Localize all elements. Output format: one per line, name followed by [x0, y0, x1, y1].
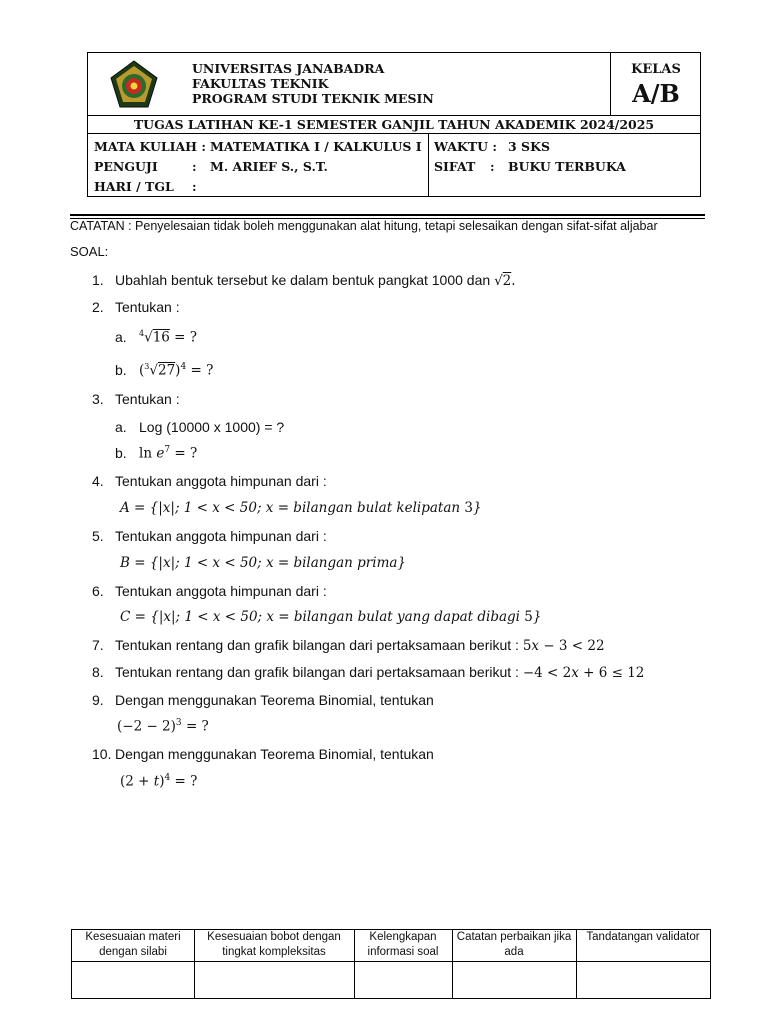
question-7-math: 5x − 3 < 22: [522, 638, 605, 654]
hari-colon: :: [192, 179, 197, 194]
question-5: 5. Tentukan anggota himpunan dari :: [92, 528, 327, 544]
question-2a-math: $^4$√16 = ?: [139, 329, 198, 346]
question-5-text: Tentukan anggota himpunan dari :: [115, 528, 327, 544]
penguji-value: M. ARIEF S., S.T.: [210, 159, 328, 174]
kelas-value: A/B: [632, 79, 680, 108]
header-table: [87, 52, 701, 197]
validation-table: [71, 929, 711, 999]
question-4-math: A = {|x|; 1 < x < 50; x = bilangan bulat kelipatan 3}: [120, 500, 482, 516]
validation-header-silabi: Kesesuaian materi dengan silabi: [85, 931, 181, 958]
question-3a-text: Log (10000 x 1000) = ?: [139, 419, 285, 435]
question-4: 4. Tentukan anggota himpunan dari :: [92, 473, 327, 489]
question-6-math: C = {|x|; 1 < x < 50; x = bilangan bulat yang dapat dibagi 5}: [120, 609, 542, 625]
question-6: 6. Tentukan anggota himpunan dari :: [92, 583, 327, 599]
question-7: 7. Tentukan rentang dan grafik bilangan dari pertaksamaan berikut : 5x − 3 < 22: [92, 637, 605, 654]
question-8-math: −4 < 2x + 6 ≤ 12: [522, 665, 645, 681]
waktu-value: 3 SKS: [508, 139, 550, 154]
question-2a: a. $^4$√16 = ?: [115, 329, 198, 346]
faculty-name: FAKULTAS TEKNIK: [192, 76, 329, 91]
question-5-math: B = {|x|; 1 < x < 50; x = bilangan prima}: [120, 555, 407, 571]
validation-header-bobot: Kesesuaian bobot dengan tingkat kompleksitas: [207, 931, 341, 958]
university-logo: [108, 59, 160, 111]
sifat-colon: :: [490, 159, 495, 174]
question-9: 9. Dengan menggunakan Teorema Binomial, tentukan: [92, 692, 434, 708]
question-1-text: Ubahlah bentuk tersebut ke dalam bentuk pangkat 1000 dan: [115, 272, 491, 288]
penguji-label: PENGUJI: [94, 159, 158, 174]
divider: [70, 214, 705, 216]
sifat-label: SIFAT: [434, 159, 476, 174]
validation-header-tandatangan: Tandatangan validator: [586, 931, 700, 943]
question-9-math: $(-2 - 2)^3$ = ?: [117, 718, 209, 735]
mata-kuliah-value: MATEMATIKA I / KALKULUS I: [210, 139, 422, 154]
university-name: UNIVERSITAS JANABADRA: [192, 61, 385, 76]
penguji-colon: :: [192, 159, 197, 174]
assignment-title: TUGAS LATIHAN KE-1 SEMESTER GANJIL TAHUN AKADEMIK 2024/2025: [133, 117, 655, 132]
question-10-math: $(2 + t)^4$ = ?: [120, 773, 198, 790]
question-2b: b. $(^3√27)^4$ = ?: [115, 362, 214, 379]
soal-label: SOAL:: [70, 244, 109, 259]
hari-label: HARI / TGL: [94, 179, 174, 194]
question-2b-math: $(^3√27)^4$ = ?: [139, 362, 214, 379]
question-8-text: Tentukan rentang dan grafik bilangan dari pertaksamaan berikut :: [115, 664, 519, 680]
question-2: 2. Tentukan :: [92, 299, 180, 315]
question-10: 10. Dengan menggunakan Teorema Binomial, tentukan: [92, 746, 434, 762]
question-2-text: Tentukan :: [115, 299, 180, 315]
question-4-text: Tentukan anggota himpunan dari :: [115, 473, 327, 489]
kelas-label: KELAS: [631, 62, 681, 77]
question-10-text: Dengan menggunakan Teorema Binomial, tentukan: [115, 746, 434, 762]
validation-header-catatan: Catatan perbaikan jika ada: [456, 931, 572, 958]
question-3b-math: $\ln e^7$ = ?: [139, 445, 198, 462]
waktu-label: WAKTU :: [434, 139, 497, 154]
question-6-text: Tentukan anggota himpunan dari :: [115, 583, 327, 599]
question-1: 1. Ubahlah bentuk tersebut ke dalam bentuk pangkat 1000 dan √2.: [92, 272, 516, 289]
question-3a: a. Log (10000 x 1000) = ?: [115, 419, 285, 435]
validation-header-kelengkapan: Kelengkapan informasi soal: [367, 931, 439, 958]
question-9-text: Dengan menggunakan Teorema Binomial, tentukan: [115, 692, 434, 708]
sifat-value: BUKU TERBUKA: [508, 159, 626, 174]
question-3b: b. $\ln e^7$ = ?: [115, 445, 198, 462]
question-3: 3. Tentukan :: [92, 391, 180, 407]
mata-kuliah-label: MATA KULIAH :: [94, 139, 206, 154]
question-8: 8. Tentukan rentang dan grafik bilangan dari pertaksamaan berikut : −4 < 2x + 6 ≤ 12: [92, 664, 645, 681]
question-7-text: Tentukan rentang dan grafik bilangan dari pertaksamaan berikut :: [115, 637, 519, 653]
program-name: PROGRAM STUDI TEKNIK MESIN: [192, 91, 434, 106]
question-3-text: Tentukan :: [115, 391, 180, 407]
question-1-math: √2.: [494, 273, 516, 289]
catatan-note: CATATAN : Penyelesaian tidak boleh menggunakan alat hitung, tetapi selesaikan dengan sifat-sifat aljabar: [70, 219, 658, 233]
